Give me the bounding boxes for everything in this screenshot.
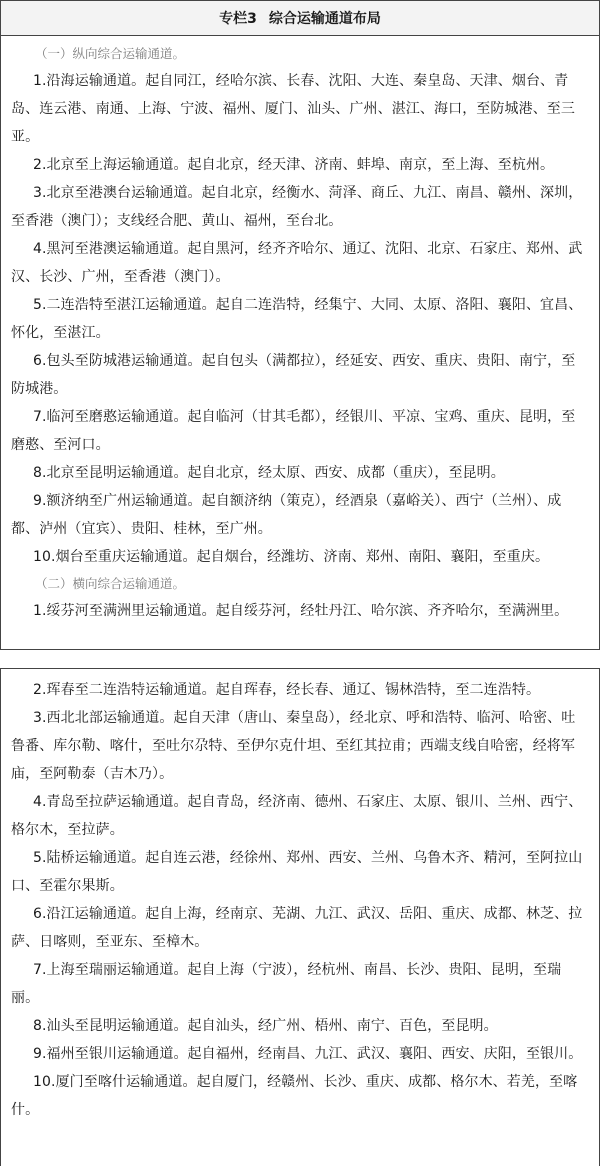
list-item: 9.福州至银川运输通道。起自福州，经南昌、九江、武汉、襄阳、西安、庆阳，至银川。 [33, 1046, 583, 1062]
box-content-top [1, 36, 599, 625]
list-item: 2.北京至上海运输通道。起自北京，经天津、济南、蚌埠、南京，至上海、至杭州。 [33, 157, 555, 173]
list-item: 8.汕头至昆明运输通道。起自汕头，经广州、梧州、南宁、百色，至昆明。 [33, 1018, 498, 1034]
box-title-text: 综合运输通道布局 [268, 11, 381, 27]
list-item: 2.珲春至二连浩特运输通道。起自珲春，经长春、通辽、锡林浩特，至二连浩特。 [33, 682, 541, 698]
list-item: 3.西北北部运输通道。起自天津（唐山、秦皇岛），经北京、呼和浩特、临河、哈密、吐鲁番、库尔勒、喀什，至吐尔尕特、至伊尔克什坦、至红其拉甫；西端支线自哈密，经将军庙，至阿勒泰（吉木乃）。 [11, 710, 576, 782]
list-item: 8.北京至昆明运输通道。起自北京，经太原、西安、成都（重庆），至昆明。 [33, 465, 505, 481]
list-item: 1.绥芬河至满洲里运输通道。起自绥芬河，经牡丹江、哈尔滨、齐齐哈尔，至满洲里。 [33, 603, 569, 619]
box-title [1, 1, 599, 36]
box-content-bottom [1, 669, 599, 1124]
list-item: 4.黑河至港澳运输通道。起自黑河，经齐齐哈尔、通辽、沈阳、北京、石家庄、郑州、武汉、长沙、广州，至香港（澳门）。 [11, 241, 583, 285]
section-header-horizontal: （二）横向综合运输通道。 [35, 576, 186, 591]
list-item: 9.额济纳至广州运输通道。起自额济纳（策克），经酒泉（嘉峪关）、西宁（兰州）、成都、泸州（宜宾）、贵阳、桂林，至广州。 [11, 493, 562, 537]
list-item: 10.烟台至重庆运输通道。起自烟台，经潍坊、济南、郑州、南阳、襄阳，至重庆。 [33, 549, 550, 565]
list-item: 3.北京至港澳台运输通道。起自北京，经衡水、菏泽、商丘、九江、南昌、赣州、深圳，至香港（澳门）；支线经合肥、黄山、福州，至台北。 [11, 185, 583, 229]
section-header-vertical: （一）纵向综合运输通道。 [35, 46, 186, 61]
list-item: 7.临河至磨憨运输通道。起自临河（甘其毛都），经银川、平凉、宝鸡、重庆、昆明，至磨憨、至河口。 [11, 409, 576, 453]
list-item: 4.青岛至拉萨运输通道。起自青岛，经济南、德州、石家庄、太原、银川、兰州、西宁、格尔木，至拉萨。 [11, 794, 583, 838]
list-item: 6.包头至防城港运输通道。起自包头（满都拉），经延安、西安、重庆、贵阳、南宁，至防城港。 [11, 353, 576, 397]
box-title-number: 专栏3 [219, 11, 257, 27]
list-item: 7.上海至瑞丽运输通道。起自上海（宁波），经杭州、南昌、长沙、贵阳、昆明，至瑞丽。 [11, 962, 562, 1006]
list-item: 10.厦门至喀什运输通道。起自厦门，经赣州、长沙、重庆、成都、格尔木、若羌，至喀什。 [11, 1074, 578, 1118]
list-item: 5.陆桥运输通道。起自连云港，经徐州、郑州、西安、兰州、乌鲁木齐、精河，至阿拉山口、至霍尔果斯。 [11, 850, 583, 894]
column-box-bottom [0, 668, 600, 1166]
list-item: 1.沿海运输通道。起自同江，经哈尔滨、长春、沈阳、大连、秦皇岛、天津、烟台、青岛、连云港、南通、上海、宁波、福州、厦门、汕头、广州、湛江、海口，至防城港、至三亚。 [11, 73, 575, 145]
list-item: 6.沿江运输通道。起自上海，经南京、芜湖、九江、武汉、岳阳、重庆、成都、林芝、拉萨、日喀则，至亚东、至樟木。 [11, 906, 583, 950]
list-item: 5.二连浩特至湛江运输通道。起自二连浩特，经集宁、大同、太原、洛阳、襄阳、宜昌、怀化，至湛江。 [11, 297, 583, 341]
